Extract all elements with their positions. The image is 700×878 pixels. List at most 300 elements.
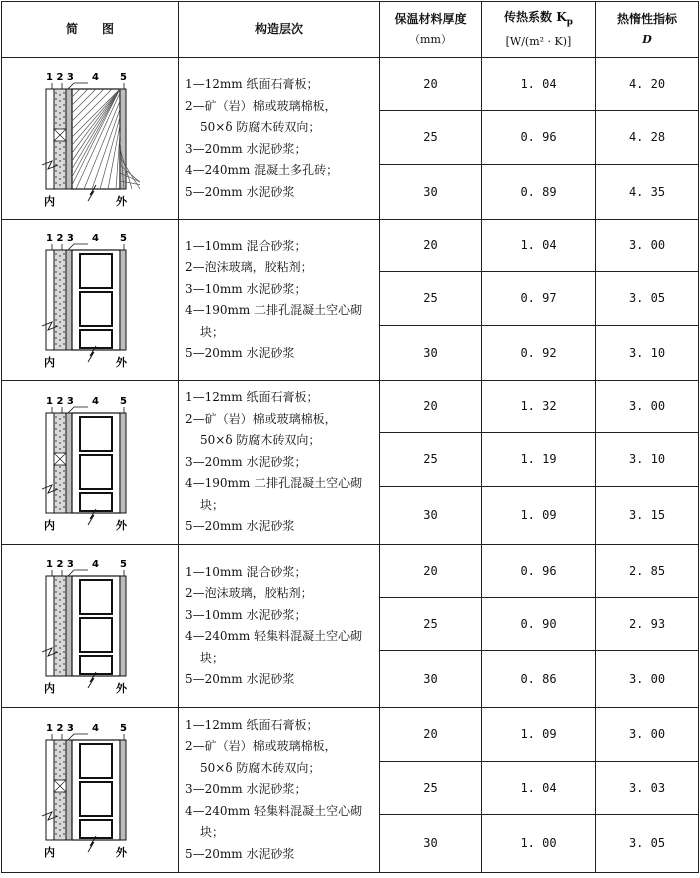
d-value-cell: 3. 05: [596, 272, 699, 326]
header-diagram: 简 图: [2, 2, 179, 58]
mortar-layer: [66, 89, 72, 189]
layer-number-label: 4: [92, 395, 99, 407]
insulation-texture: [63, 416, 64, 417]
insulation-texture: [63, 176, 64, 177]
k-value-cell: 0. 90: [482, 598, 596, 651]
layer-line: 4—240mm 轻集料混凝土空心砌: [185, 629, 363, 643]
insulation-texture: [63, 313, 64, 314]
insulation-texture: [63, 331, 64, 332]
layer-line: 4—190mm 二排孔混凝土空心砌: [185, 476, 363, 491]
insulation-texture: [63, 743, 64, 744]
insulation-texture: [55, 271, 56, 272]
block-cell: [80, 618, 112, 652]
layer-line: 2—矿（岩）棉或玻璃棉板，: [185, 98, 337, 113]
insulation-texture: [55, 476, 56, 477]
insulation-texture: [55, 621, 56, 622]
insulation-texture: [59, 315, 60, 316]
d-value-cell: 3. 00: [596, 651, 699, 708]
construction-layers: [179, 545, 380, 708]
insulation-texture: [63, 428, 64, 429]
table-row: [2, 708, 699, 762]
insulation-texture: [55, 104, 56, 105]
insulation-texture: [59, 327, 60, 328]
outer-mortar-layer: [120, 576, 126, 676]
insulation-texture: [55, 579, 56, 580]
insulation-texture: [59, 106, 60, 107]
layer-number-label: 5: [120, 723, 127, 734]
k-value-cell: 1. 00: [482, 815, 596, 873]
wall-section-svg: [40, 556, 140, 696]
wall-figure: [40, 720, 140, 860]
insulation-texture: [59, 184, 60, 185]
insulation-texture: [63, 470, 64, 471]
insulation-layer: [54, 250, 66, 350]
layer-number-label: 4: [92, 723, 99, 734]
insulation-texture: [63, 657, 64, 658]
insulation-texture: [63, 146, 64, 147]
insulation-texture: [55, 122, 56, 123]
d-value-cell: 3. 15: [596, 487, 699, 545]
insulation-texture: [59, 478, 60, 479]
insulation-texture: [55, 669, 56, 670]
thickness-cell: 30: [380, 815, 482, 873]
insulation-texture: [63, 579, 64, 580]
table-row: [2, 545, 699, 598]
layer-line: 1—12mm 纸面石膏板；: [185, 390, 319, 405]
inner-side-label: 内: [44, 356, 55, 369]
insulation-texture: [63, 615, 64, 616]
layer-line: 1—10mm 混合砂浆；: [185, 564, 307, 579]
insulation-layer: [54, 576, 66, 676]
insulation-texture: [55, 821, 56, 822]
layer-line: 1—12mm 纸面石膏板；: [185, 77, 319, 91]
wall-figure: [40, 69, 140, 209]
thickness-cell: 30: [380, 487, 482, 545]
insulation-texture: [55, 283, 56, 284]
insulation-texture: [63, 591, 64, 592]
layer-line: 3—20mm 水泥砂浆；: [185, 141, 307, 156]
insulation-texture: [59, 508, 60, 509]
insulation-texture: [63, 440, 64, 441]
layer-line: 块；: [200, 324, 225, 339]
insulation-texture: [63, 277, 64, 278]
insulation-texture: [55, 470, 56, 471]
d-value-cell: 4. 28: [596, 111, 699, 165]
insulation-texture: [63, 494, 64, 495]
outer-side-label: 外: [116, 682, 127, 695]
d-value-cell: 3. 05: [596, 815, 699, 873]
insulation-texture: [63, 797, 64, 798]
insulation-texture: [63, 639, 64, 640]
insulation-texture: [59, 148, 60, 149]
insulation-texture: [59, 484, 60, 485]
insulation-texture: [59, 811, 60, 812]
insulation-texture: [63, 116, 64, 117]
insulation-texture: [63, 663, 64, 664]
layer-line: 块；: [200, 825, 225, 840]
layer-line: 50×δ 防腐木砖双向；: [200, 760, 321, 775]
d-value-cell: 2. 85: [596, 545, 699, 598]
d-value-cell: 3. 00: [596, 381, 699, 433]
insulation-texture: [59, 496, 60, 497]
d-value-cell: 3. 00: [596, 708, 699, 762]
outer-mortar-layer: [120, 250, 126, 350]
table-row: [2, 381, 699, 433]
insulation-texture: [59, 635, 60, 636]
insulation-texture: [59, 490, 60, 491]
leader-line: [68, 570, 88, 576]
d-value-cell: 3. 10: [596, 326, 699, 381]
insulation-texture: [59, 502, 60, 503]
k-value-cell: 1. 32: [482, 381, 596, 433]
insulation-texture: [55, 809, 56, 810]
mortar-layer: [66, 576, 72, 676]
block-cell: [80, 656, 112, 674]
insulation-texture: [55, 331, 56, 332]
inner-side-label: 内: [44, 194, 55, 208]
k-value-cell: 0. 89: [482, 165, 596, 220]
wall-section-svg: [40, 393, 140, 533]
insulation-texture: [59, 623, 60, 624]
leader-line: [68, 83, 88, 89]
insulation-texture: [59, 118, 60, 119]
insulation-texture: [59, 817, 60, 818]
insulation-texture: [59, 273, 60, 274]
insulation-texture: [59, 641, 60, 642]
layer-line: 2—矿（岩）棉或玻璃棉板，: [185, 411, 337, 426]
insulation-texture: [63, 301, 64, 302]
construction-layers: [179, 220, 380, 381]
inner-board-layer: [46, 740, 54, 840]
thickness-cell: 25: [380, 598, 482, 651]
wall-figure: [40, 556, 140, 696]
insulation-texture: [55, 110, 56, 111]
layer-line: 块；: [200, 497, 225, 512]
insulation-texture: [63, 761, 64, 762]
insulation-texture: [59, 160, 60, 161]
insulation-texture: [59, 775, 60, 776]
layer-line: 4—190mm 二排孔混凝土空心砌: [185, 303, 363, 317]
insulation-texture: [55, 773, 56, 774]
insulation-texture: [59, 757, 60, 758]
insulation-texture: [59, 593, 60, 594]
layer-line: 5—20mm 水泥砂浆: [185, 846, 295, 861]
insulation-texture: [55, 627, 56, 628]
insulation-texture: [59, 587, 60, 588]
insulation-texture: [59, 291, 60, 292]
insulation-texture: [59, 751, 60, 752]
layer-number-label: 4: [92, 233, 99, 244]
inner-side-label: 内: [44, 846, 55, 859]
insulation-texture: [59, 793, 60, 794]
insulation-texture: [63, 749, 64, 750]
block-cell: [80, 455, 112, 489]
insulation-texture: [55, 749, 56, 750]
layer-line: 4—240mm 混凝土多孔砖；: [185, 163, 339, 177]
mortar-layer: [66, 250, 72, 350]
wall-section-diagram: [2, 220, 179, 381]
insulation-texture: [55, 422, 56, 423]
block-cell: [80, 820, 112, 838]
inner-side-label: 内: [44, 518, 55, 532]
layer-line: 4—240mm 轻集料混凝土空心砌: [185, 803, 363, 818]
insulation-texture: [59, 142, 60, 143]
insulation-texture: [59, 154, 60, 155]
insulation-texture: [55, 591, 56, 592]
layer-line: 3—10mm 水泥砂浆；: [185, 607, 307, 622]
k-value-cell: 0. 96: [482, 545, 596, 598]
insulation-texture: [59, 647, 60, 648]
thickness-cell: 20: [380, 58, 482, 111]
insulation-texture: [59, 829, 60, 830]
insulation-texture: [63, 755, 64, 756]
insulation-texture: [59, 321, 60, 322]
wall-section-diagram: [2, 58, 179, 220]
insulation-texture: [63, 122, 64, 123]
insulation-texture: [55, 440, 56, 441]
layer-line: 1—12mm 纸面石膏板；: [185, 717, 319, 732]
insulation-texture: [63, 500, 64, 501]
thickness-cell: 30: [380, 165, 482, 220]
leader-line: [68, 734, 88, 740]
wall-section-diagram: [2, 708, 179, 873]
layer-number-label: 4: [92, 559, 99, 570]
d-value-cell: 2. 93: [596, 598, 699, 651]
layer-line: 5—20mm 水泥砂浆: [185, 672, 295, 686]
insulation-texture: [55, 755, 56, 756]
inner-board-layer: [46, 413, 54, 513]
insulation-texture: [55, 116, 56, 117]
layer-line: 2—泡沫玻璃，胶粘剂；: [185, 586, 313, 600]
insulation-texture: [63, 98, 64, 99]
insulation-texture: [59, 799, 60, 800]
insulation-texture: [63, 809, 64, 810]
insulation-texture: [63, 325, 64, 326]
k-value-cell: 0. 86: [482, 651, 596, 708]
insulation-texture: [59, 769, 60, 770]
thickness-cell: 20: [380, 545, 482, 598]
insulation-texture: [59, 611, 60, 612]
layer-number-label: 1 2 3: [46, 233, 74, 244]
d-value-cell: 3. 10: [596, 433, 699, 487]
insulation-texture: [59, 178, 60, 179]
insulation-texture: [63, 319, 64, 320]
thickness-cell: 20: [380, 220, 482, 272]
insulation-texture: [59, 763, 60, 764]
insulation-texture: [59, 297, 60, 298]
layer-number-label: 1 2 3: [46, 559, 74, 570]
insulation-texture: [59, 442, 60, 443]
insulation-texture: [59, 599, 60, 600]
insulation-texture: [55, 506, 56, 507]
insulation-texture: [63, 621, 64, 622]
insulation-texture: [59, 835, 60, 836]
wall-section-svg: [40, 720, 140, 860]
insulation-texture: [59, 745, 60, 746]
insulation-texture: [59, 665, 60, 666]
insulation-texture: [63, 307, 64, 308]
outer-side-label: 外: [116, 846, 127, 859]
thickness-cell: 25: [380, 272, 482, 326]
insulation-texture: [55, 500, 56, 501]
insulation-texture: [59, 581, 60, 582]
insulation-texture: [55, 170, 56, 171]
insulation-texture: [59, 166, 60, 167]
insulation-texture: [63, 488, 64, 489]
insulation-texture: [59, 653, 60, 654]
block-cell: [80, 417, 112, 451]
insulation-texture: [55, 597, 56, 598]
insulation-texture: [63, 92, 64, 93]
insulation-texture: [55, 295, 56, 296]
layer-number-label: 5: [120, 559, 127, 570]
thickness-cell: 20: [380, 708, 482, 762]
insulation-texture: [55, 313, 56, 314]
insulation-texture: [59, 261, 60, 262]
insulation-texture: [63, 767, 64, 768]
insulation-texture: [55, 289, 56, 290]
k-value-cell: 1. 04: [482, 762, 596, 815]
outer-side-label: 外: [116, 518, 127, 532]
insulation-texture: [59, 94, 60, 95]
insulation-texture: [55, 98, 56, 99]
layer-line: 5—20mm 水泥砂浆: [185, 519, 295, 534]
insulation-texture: [63, 669, 64, 670]
insulation-texture: [59, 285, 60, 286]
inner-board-layer: [46, 250, 54, 350]
insulation-texture: [63, 821, 64, 822]
insulation-texture: [55, 307, 56, 308]
insulation-texture: [59, 279, 60, 280]
insulation-texture: [59, 100, 60, 101]
layer-number-label: 1 2 3: [46, 71, 74, 83]
layer-line: 50×δ 防腐木砖双向；: [200, 120, 321, 134]
k-value-cell: 1. 19: [482, 433, 596, 487]
k-value-cell: 1. 09: [482, 708, 596, 762]
insulation-texture: [55, 633, 56, 634]
insulation-texture: [55, 657, 56, 658]
layer-line: 2—泡沫玻璃，胶粘剂；: [185, 260, 313, 274]
insulation-texture: [63, 446, 64, 447]
header-d-value: 热惰性指标 D: [596, 2, 699, 58]
layer-line: 3—20mm 水泥砂浆；: [185, 454, 307, 469]
insulation-texture: [63, 476, 64, 477]
insulation-texture: [63, 158, 64, 159]
layer-number-label: 5: [120, 395, 127, 407]
header-thickness: 保温材料厚度 （mm）: [380, 2, 482, 58]
construction-layers: [179, 58, 380, 220]
layer-number-label: 1 2 3: [46, 723, 74, 734]
insulation-texture: [59, 823, 60, 824]
insulation-texture: [55, 182, 56, 183]
insulation-texture: [55, 833, 56, 834]
insulation-texture: [59, 472, 60, 473]
insulation-texture: [63, 833, 64, 834]
thickness-cell: 20: [380, 381, 482, 433]
header-layers: 构造层次: [179, 2, 380, 58]
construction-layers: [179, 708, 380, 873]
insulation-texture: [55, 482, 56, 483]
inner-board-layer: [46, 576, 54, 676]
wall-construction-table: [1, 1, 699, 873]
insulation-texture: [55, 92, 56, 93]
insulation-texture: [63, 585, 64, 586]
insulation-texture: [63, 337, 64, 338]
inner-board-layer: [46, 89, 54, 189]
inner-side-label: 内: [44, 682, 55, 695]
insulation-texture: [63, 253, 64, 254]
insulation-texture: [63, 627, 64, 628]
insulation-texture: [63, 645, 64, 646]
insulation-texture: [59, 255, 60, 256]
insulation-texture: [59, 124, 60, 125]
insulation-texture: [63, 343, 64, 344]
k-value-cell: 0. 92: [482, 326, 596, 381]
block-cell: [80, 292, 112, 326]
insulation-texture: [55, 301, 56, 302]
layer-line: 5—20mm 水泥砂浆: [185, 184, 295, 199]
insulation-texture: [63, 295, 64, 296]
insulation-texture: [63, 773, 64, 774]
d-value-cell: 3. 03: [596, 762, 699, 815]
insulation-texture: [59, 629, 60, 630]
insulation-texture: [59, 112, 60, 113]
k-value-cell: 0. 97: [482, 272, 596, 326]
table-row: [2, 220, 699, 272]
table-header-row: [2, 2, 699, 58]
leader-line: [68, 407, 88, 413]
insulation-texture: [55, 639, 56, 640]
insulation-texture: [59, 430, 60, 431]
construction-layers: [179, 381, 380, 545]
insulation-texture: [59, 418, 60, 419]
layer-line: 3—10mm 水泥砂浆；: [185, 281, 307, 296]
insulation-texture: [59, 309, 60, 310]
insulation-texture: [63, 482, 64, 483]
layer-number-label: 5: [120, 233, 127, 244]
insulation-texture: [59, 659, 60, 660]
insulation-texture: [55, 494, 56, 495]
insulation-texture: [59, 267, 60, 268]
outer-mortar-layer: [120, 740, 126, 840]
insulation-texture: [63, 803, 64, 804]
layer-line: 块；: [200, 650, 225, 665]
insulation-texture: [55, 446, 56, 447]
insulation-texture: [59, 333, 60, 334]
d-value-cell: 3. 00: [596, 220, 699, 272]
insulation-texture: [63, 289, 64, 290]
insulation-texture: [55, 609, 56, 610]
thickness-cell: 25: [380, 111, 482, 165]
block-cell: [80, 744, 112, 778]
insulation-texture: [59, 436, 60, 437]
insulation-texture: [63, 110, 64, 111]
insulation-texture: [55, 767, 56, 768]
insulation-texture: [63, 182, 64, 183]
d-value-cell: 4. 20: [596, 58, 699, 111]
block-cell: [80, 330, 112, 348]
insulation-texture: [59, 303, 60, 304]
mortar-layer: [66, 740, 72, 840]
table-row: [2, 58, 699, 111]
wall-section-svg: [40, 230, 140, 370]
insulation-texture: [63, 104, 64, 105]
thickness-cell: 25: [380, 762, 482, 815]
insulation-texture: [55, 645, 56, 646]
insulation-texture: [59, 617, 60, 618]
thickness-cell: 30: [380, 326, 482, 381]
block-cell: [80, 493, 112, 511]
